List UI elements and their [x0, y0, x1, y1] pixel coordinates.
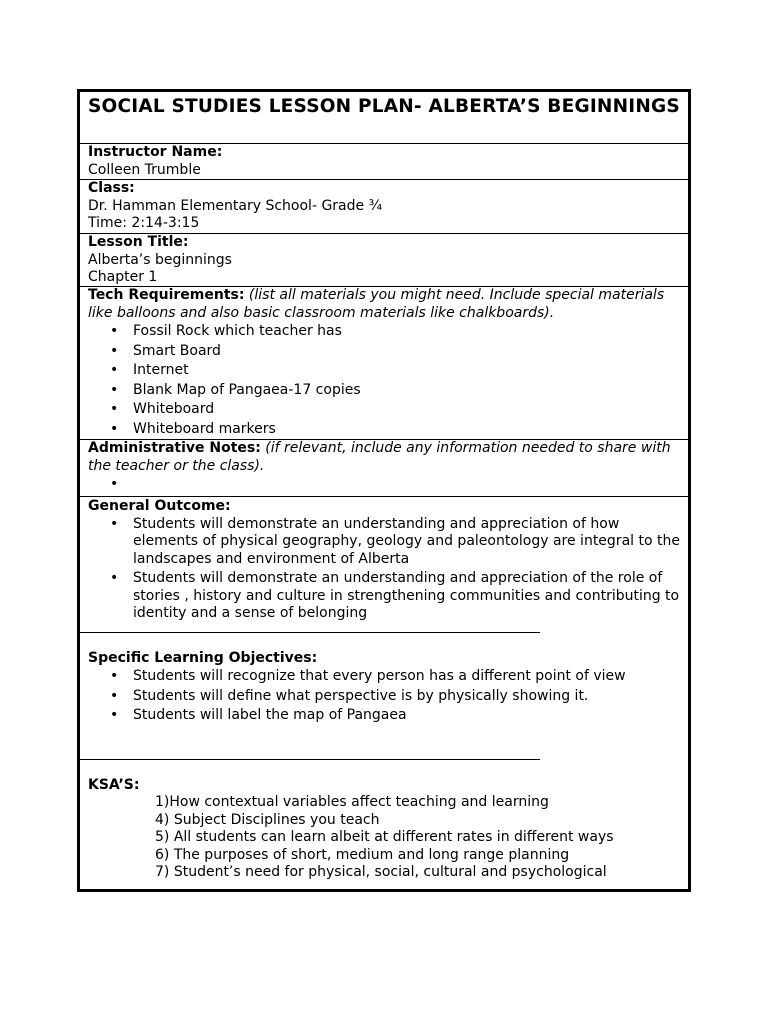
outcomes-row — [80, 498, 688, 882]
list-item: • Blank Map of Pangaea-17 copies — [88, 381, 688, 401]
list-item: • Students will demonstrate an understanding and appreciation of the role of stories , history and culture in strengthening communities and contributing to identity and a sense of belonging — [88, 570, 688, 623]
list-item: • Students will label the map of Pangaea — [88, 706, 688, 726]
class-time: Time: 2:14-3:15 — [88, 215, 200, 231]
list-item: • Fossil Rock which teacher has — [88, 322, 688, 342]
ksa-item: 6) The purposes of short, medium and long range planning — [155, 846, 570, 863]
lesson-chapter: Chapter 1 — [88, 269, 158, 285]
ksa-item: 7) Student’s need for physical, social, cultural and psychological — [155, 864, 607, 880]
list-item: • Students will recognize that every person has a different point of view — [88, 667, 688, 687]
list-item: • Students will define what perspective is by physically showing it. — [88, 687, 688, 707]
tech-label: Tech Requirements: — [88, 287, 245, 303]
tech-heading — [88, 287, 688, 322]
objectives-label: Specific Learning Objectives: — [88, 649, 318, 666]
class-label: Class: — [88, 180, 135, 196]
list-item: • Whiteboard — [88, 400, 688, 420]
objectives-list — [88, 667, 688, 726]
lesson-plan-table — [77, 89, 691, 892]
instructor-row — [80, 144, 688, 180]
lesson-title-row — [80, 234, 688, 287]
instructor-label: Instructor Name: — [88, 144, 223, 160]
outcome-label: General Outcome: — [88, 498, 231, 514]
admin-label: Administrative Notes: — [88, 440, 261, 456]
outcome-list — [88, 516, 688, 623]
lesson-title-label: Lesson Title: — [88, 234, 189, 250]
document-title: SOCIAL STUDIES LESSON PLAN- ALBERTA’S BEGINNINGS — [88, 96, 680, 117]
instructor-name: Colleen Trumble — [88, 161, 201, 178]
ksa-item: 4) Subject Disciplines you teach — [155, 811, 380, 828]
list-item: • Students will demonstrate an understanding and appreciation of how elements of physical geography, geology and paleontology are integral to the landscapes and environment of Alberta — [88, 516, 688, 569]
lesson-title-value: Alberta’s beginnings — [88, 251, 232, 268]
ksa-label: KSA’S: — [88, 776, 140, 793]
tech-note: (list all materials you might need. Include special materials like balloons and also basic classroom materials like chalkboards). — [88, 287, 665, 321]
class-row — [80, 180, 688, 234]
divider — [80, 632, 540, 633]
tech-list — [88, 322, 688, 439]
list-item: • Internet — [88, 361, 688, 381]
divider — [80, 759, 540, 760]
list-item: • Smart Board — [88, 342, 688, 362]
tech-requirements-row — [80, 287, 688, 440]
list-item: • Whiteboard markers — [88, 420, 688, 440]
class-school: Dr. Hamman Elementary School- Grade ¾ — [88, 197, 383, 214]
admin-note: (if relevant, include any information needed to share with the teacher or the class). — [88, 440, 671, 474]
ksa-item: 1)How contextual variables affect teaching and learning — [155, 794, 549, 810]
admin-notes-row — [80, 440, 688, 497]
title-row — [80, 92, 688, 144]
ksa-item: 5) All students can learn albeit at different rates in different ways — [155, 829, 614, 845]
admin-heading — [88, 440, 688, 475]
